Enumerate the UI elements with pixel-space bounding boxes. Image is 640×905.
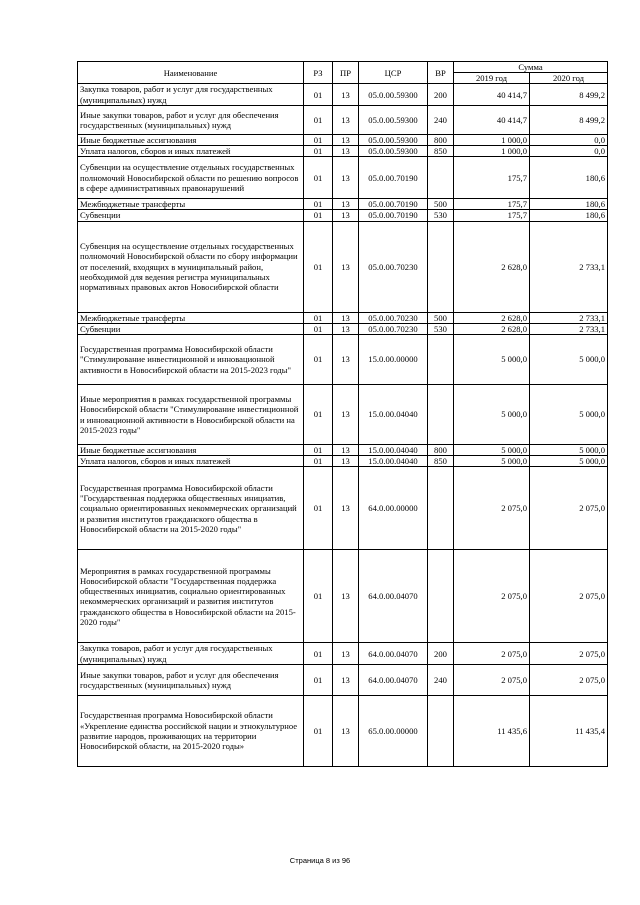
row-pr-cell: 13 xyxy=(333,221,359,312)
table-row xyxy=(78,84,608,105)
row-name-cell: Субвенция на осуществление отдельных государственных полномочий Новосибирской области по сбору информации от поселений, входящих в муниципальный район, необходимой для ведения регистра муниципальных нормативных правовых актов Новосибирской области xyxy=(78,221,304,312)
row-2019-cell: 175,7 xyxy=(454,210,530,221)
table-row xyxy=(78,695,608,766)
row-csr-cell: 05.0.00.70230 xyxy=(359,221,428,312)
row-name-cell: Межбюджетные трансферты xyxy=(78,199,304,210)
row-rz-cell: 01 xyxy=(304,323,333,334)
row-rz-cell: 01 xyxy=(304,643,333,664)
row-name-cell: Иные закупки товаров, работ и услуг для обеспечения государственных (муниципальных) нужд xyxy=(78,105,304,134)
row-pr-cell: 13 xyxy=(333,199,359,210)
row-vr-cell: 500 xyxy=(428,312,454,323)
row-2020-cell: 5 000,0 xyxy=(530,445,608,456)
row-2019-cell: 2 628,0 xyxy=(454,221,530,312)
row-csr-cell: 05.0.00.59300 xyxy=(359,84,428,105)
row-csr-cell: 64.0.00.04070 xyxy=(359,664,428,695)
row-vr-cell xyxy=(428,335,454,385)
row-pr-cell: 13 xyxy=(333,695,359,766)
row-2019-cell: 40 414,7 xyxy=(454,84,530,105)
table-row xyxy=(78,134,608,145)
row-2019-cell: 11 435,6 xyxy=(454,695,530,766)
row-name-cell: Иные мероприятия в рамках государственной программы Новосибирской области "Стимулирование инвестиционной и инновационной активности в Новосибирской области на 2015-2023 годы" xyxy=(78,385,304,445)
row-vr-cell: 800 xyxy=(428,445,454,456)
table-row xyxy=(78,385,608,445)
row-pr-cell: 13 xyxy=(333,456,359,467)
row-name-cell: Уплата налогов, сборов и иных платежей xyxy=(78,146,304,157)
header-csr: ЦСР xyxy=(359,62,428,84)
row-csr-cell: 05.0.00.59300 xyxy=(359,134,428,145)
row-pr-cell: 13 xyxy=(333,445,359,456)
row-vr-cell: 240 xyxy=(428,105,454,134)
row-rz-cell: 01 xyxy=(304,84,333,105)
row-rz-cell: 01 xyxy=(304,221,333,312)
table-row xyxy=(78,312,608,323)
header-year-2020: 2020 год xyxy=(530,73,608,84)
row-csr-cell: 15.0.00.00000 xyxy=(359,335,428,385)
row-2020-cell: 180,6 xyxy=(530,157,608,199)
row-csr-cell: 65.0.00.00000 xyxy=(359,695,428,766)
row-name-cell: Уплата налогов, сборов и иных платежей xyxy=(78,456,304,467)
table-body xyxy=(78,84,608,766)
table-row xyxy=(78,550,608,643)
row-2019-cell: 2 075,0 xyxy=(454,643,530,664)
table-row xyxy=(78,199,608,210)
row-2019-cell: 5 000,0 xyxy=(454,385,530,445)
row-rz-cell: 01 xyxy=(304,157,333,199)
row-2020-cell: 2 075,0 xyxy=(530,550,608,643)
row-name-cell: Государственная программа Новосибирской области «Укрепление единства российской нации и этнокультурное развитие народов, проживающих на территории Новосибирской области, на 2015-2020 годы» xyxy=(78,695,304,766)
header-name: Наименование xyxy=(78,62,304,84)
row-pr-cell: 13 xyxy=(333,643,359,664)
row-vr-cell xyxy=(428,221,454,312)
row-name-cell: Субвенции xyxy=(78,323,304,334)
row-name-cell: Иные закупки товаров, работ и услуг для обеспечения государственных (муниципальных) нужд xyxy=(78,664,304,695)
row-pr-cell: 13 xyxy=(333,385,359,445)
row-rz-cell: 01 xyxy=(304,385,333,445)
row-pr-cell: 13 xyxy=(333,664,359,695)
budget-table xyxy=(77,61,608,767)
table-row xyxy=(78,643,608,664)
row-rz-cell: 01 xyxy=(304,695,333,766)
row-rz-cell: 01 xyxy=(304,664,333,695)
row-name-cell: Государственная программа Новосибирской области "Стимулирование инвестиционной и инновационной активности в Новосибирской области на 2015-2023 годы" xyxy=(78,335,304,385)
row-csr-cell: 64.0.00.04070 xyxy=(359,643,428,664)
row-pr-cell: 13 xyxy=(333,157,359,199)
row-2019-cell: 1 000,0 xyxy=(454,146,530,157)
row-csr-cell: 64.0.00.00000 xyxy=(359,467,428,550)
row-csr-cell: 64.0.00.04070 xyxy=(359,550,428,643)
row-name-cell: Субвенции xyxy=(78,210,304,221)
row-vr-cell: 200 xyxy=(428,84,454,105)
row-name-cell: Субвенции на осуществление отдельных государственных полномочий Новосибирской области по решению вопросов в сфере административных правонарушений xyxy=(78,157,304,199)
header-sum: Сумма xyxy=(454,62,608,73)
row-2020-cell: 2 733,1 xyxy=(530,323,608,334)
header-year-2019: 2019 год xyxy=(454,73,530,84)
row-2019-cell: 2 628,0 xyxy=(454,312,530,323)
row-2020-cell: 2 075,0 xyxy=(530,467,608,550)
row-2020-cell: 5 000,0 xyxy=(530,335,608,385)
row-pr-cell: 13 xyxy=(333,550,359,643)
table-row xyxy=(78,664,608,695)
header-pr: ПР xyxy=(333,62,359,84)
row-2019-cell: 2 075,0 xyxy=(454,550,530,643)
row-vr-cell xyxy=(428,157,454,199)
row-rz-cell: 01 xyxy=(304,550,333,643)
row-pr-cell: 13 xyxy=(333,335,359,385)
row-csr-cell: 15.0.00.04040 xyxy=(359,445,428,456)
row-2020-cell: 5 000,0 xyxy=(530,385,608,445)
table-row xyxy=(78,445,608,456)
table-row xyxy=(78,157,608,199)
row-pr-cell: 13 xyxy=(333,467,359,550)
table-row xyxy=(78,146,608,157)
row-csr-cell: 05.0.00.70190 xyxy=(359,199,428,210)
row-vr-cell: 500 xyxy=(428,199,454,210)
table-row xyxy=(78,456,608,467)
row-rz-cell: 01 xyxy=(304,456,333,467)
row-2019-cell: 5 000,0 xyxy=(454,335,530,385)
row-rz-cell: 01 xyxy=(304,199,333,210)
row-vr-cell: 530 xyxy=(428,323,454,334)
row-name-cell: Государственная программа Новосибирской области "Государственная поддержка общественных инициатив, социально ориентированных некоммерческих организаций и развития институтов гражданского общества в Новосибирской области на 2015-2020 годы" xyxy=(78,467,304,550)
row-2020-cell: 2 075,0 xyxy=(530,664,608,695)
row-rz-cell: 01 xyxy=(304,312,333,323)
row-pr-cell: 13 xyxy=(333,312,359,323)
row-vr-cell xyxy=(428,695,454,766)
row-2019-cell: 2 628,0 xyxy=(454,323,530,334)
row-vr-cell: 200 xyxy=(428,643,454,664)
row-name-cell: Иные бюджетные ассигнования xyxy=(78,445,304,456)
row-2019-cell: 2 075,0 xyxy=(454,664,530,695)
row-rz-cell: 01 xyxy=(304,210,333,221)
row-rz-cell: 01 xyxy=(304,134,333,145)
row-rz-cell: 01 xyxy=(304,335,333,385)
row-pr-cell: 13 xyxy=(333,210,359,221)
table-row xyxy=(78,105,608,134)
row-rz-cell: 01 xyxy=(304,146,333,157)
page-number: Страница 8 из 96 xyxy=(289,856,351,865)
table-row xyxy=(78,221,608,312)
row-2020-cell: 0,0 xyxy=(530,146,608,157)
row-2020-cell: 2 733,1 xyxy=(530,312,608,323)
row-2020-cell: 5 000,0 xyxy=(530,456,608,467)
row-rz-cell: 01 xyxy=(304,445,333,456)
row-pr-cell: 13 xyxy=(333,323,359,334)
row-vr-cell: 850 xyxy=(428,456,454,467)
row-vr-cell: 850 xyxy=(428,146,454,157)
row-vr-cell xyxy=(428,550,454,643)
row-2019-cell: 1 000,0 xyxy=(454,134,530,145)
row-vr-cell: 240 xyxy=(428,664,454,695)
row-csr-cell: 05.0.00.70230 xyxy=(359,312,428,323)
row-2020-cell: 2 733,1 xyxy=(530,221,608,312)
row-pr-cell: 13 xyxy=(333,134,359,145)
row-csr-cell: 15.0.00.04040 xyxy=(359,456,428,467)
row-name-cell: Иные бюджетные ассигнования xyxy=(78,134,304,145)
row-2019-cell: 175,7 xyxy=(454,199,530,210)
row-csr-cell: 05.0.00.59300 xyxy=(359,105,428,134)
row-2020-cell: 8 499,2 xyxy=(530,84,608,105)
row-2019-cell: 40 414,7 xyxy=(454,105,530,134)
row-2020-cell: 180,6 xyxy=(530,210,608,221)
row-pr-cell: 13 xyxy=(333,146,359,157)
table-row xyxy=(78,335,608,385)
row-name-cell: Межбюджетные трансферты xyxy=(78,312,304,323)
header-rz: РЗ xyxy=(304,62,333,84)
row-csr-cell: 05.0.00.70190 xyxy=(359,210,428,221)
row-csr-cell: 05.0.00.70230 xyxy=(359,323,428,334)
table-row xyxy=(78,467,608,550)
row-2020-cell: 180,6 xyxy=(530,199,608,210)
row-name-cell: Закупка товаров, работ и услуг для государственных (муниципальных) нужд xyxy=(78,84,304,105)
row-csr-cell: 15.0.00.04040 xyxy=(359,385,428,445)
row-vr-cell: 530 xyxy=(428,210,454,221)
row-2020-cell: 2 075,0 xyxy=(530,643,608,664)
row-2019-cell: 5 000,0 xyxy=(454,445,530,456)
row-2020-cell: 8 499,2 xyxy=(530,105,608,134)
row-csr-cell: 05.0.00.70190 xyxy=(359,157,428,199)
row-vr-cell xyxy=(428,467,454,550)
row-vr-cell xyxy=(428,385,454,445)
row-2019-cell: 2 075,0 xyxy=(454,467,530,550)
table-row xyxy=(78,323,608,334)
table-row xyxy=(78,210,608,221)
row-csr-cell: 05.0.00.59300 xyxy=(359,146,428,157)
row-2019-cell: 5 000,0 xyxy=(454,456,530,467)
row-vr-cell: 800 xyxy=(428,134,454,145)
row-rz-cell: 01 xyxy=(304,105,333,134)
row-name-cell: Мероприятия в рамках государственной программы Новосибирской области "Государственная поддержка общественных инициатив, социально ориентированных некоммерческих организаций и развития институтов гражданского общества в Новосибирской области на 2015-2020 годы" xyxy=(78,550,304,643)
row-2019-cell: 175,7 xyxy=(454,157,530,199)
row-2020-cell: 11 435,4 xyxy=(530,695,608,766)
row-name-cell: Закупка товаров, работ и услуг для государственных (муниципальных) нужд xyxy=(78,643,304,664)
row-rz-cell: 01 xyxy=(304,467,333,550)
header-vr: ВР xyxy=(428,62,454,84)
row-pr-cell: 13 xyxy=(333,105,359,134)
row-pr-cell: 13 xyxy=(333,84,359,105)
row-2020-cell: 0,0 xyxy=(530,134,608,145)
